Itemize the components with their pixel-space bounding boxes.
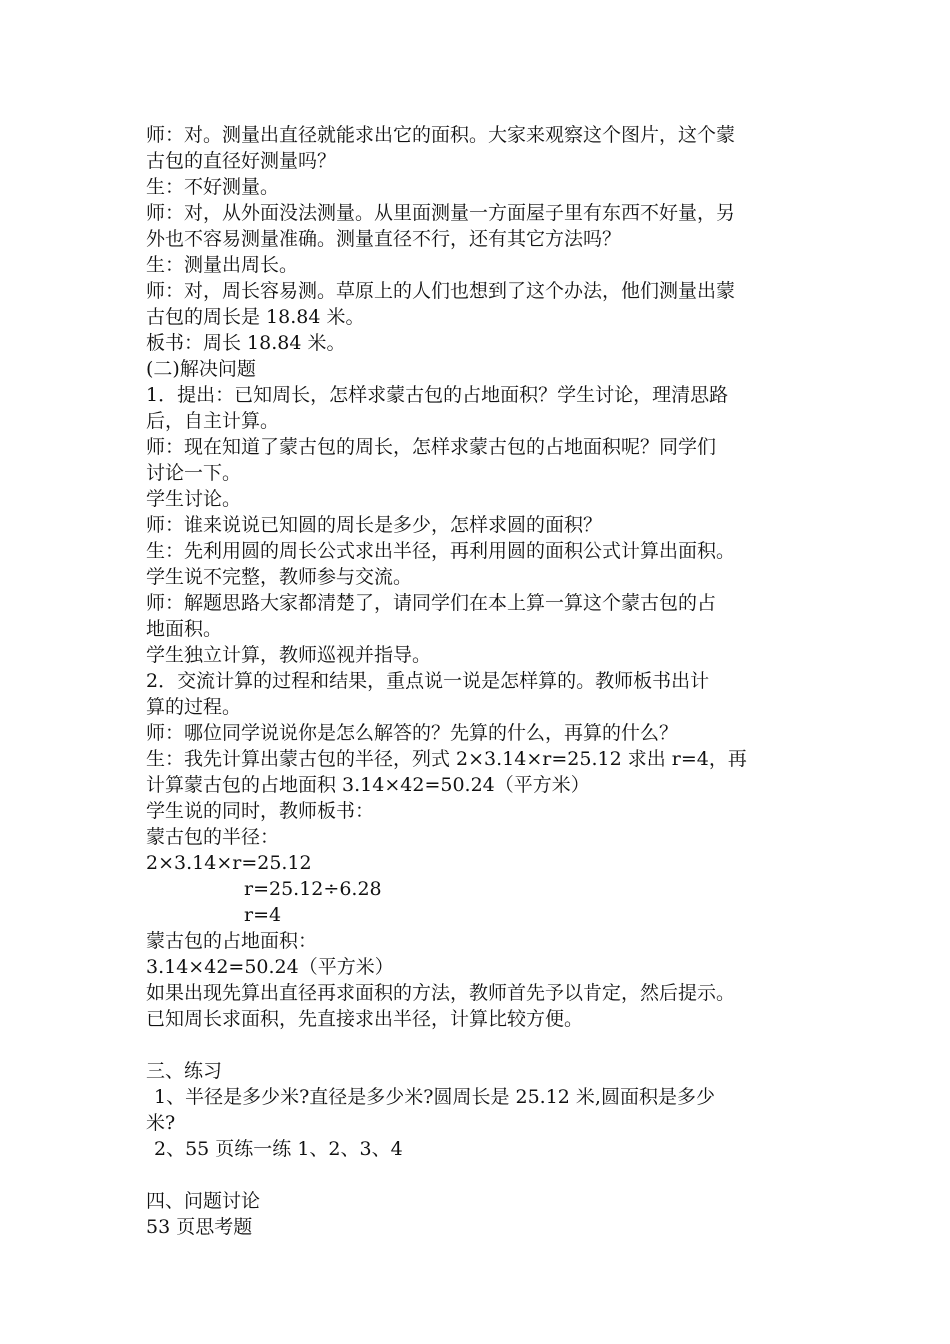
text-line: 板书：周长 18.84 米。: [146, 332, 346, 354]
text-line: 师：现在知道了蒙古包的周长，怎样求蒙古包的占地面积呢？同学们: [146, 436, 717, 458]
text-line: 2、55 页练一练 1、2、3、4: [154, 1138, 403, 1160]
text-line: 师：哪位同学说说你是怎么解答的？先算的什么，再算的什么？: [146, 722, 679, 744]
document-page: [146, 122, 826, 1240]
text-line: 计算蒙古包的占地面积 3.14×42=50.24（平方米）: [146, 774, 590, 796]
text-line: 师：对，周长容易测。草原上的人们也想到了这个办法，他们测量出蒙: [146, 280, 736, 302]
equation-line: r=4: [244, 904, 282, 926]
text-line: 1、半径是多少米?直径是多少米?圆周长是 25.12 米,圆面积是多少: [154, 1086, 715, 1108]
text-line: 外也不容易测量准确。测量直径不行，还有其它方法吗？: [146, 228, 622, 250]
blank-line: [146, 1162, 826, 1188]
text-line: 学生独立计算，教师巡视并指导。: [146, 644, 432, 666]
text-line: 师：谁来说说已知圆的周长是多少，怎样求圆的面积？: [146, 514, 603, 536]
blank-line: [146, 1032, 826, 1058]
text-line: 米?: [146, 1112, 176, 1134]
text-line: 师：对，从外面没法测量。从里面测量一方面屋子里有东西不好量，另: [146, 202, 736, 224]
text-line: 学生说不完整，教师参与交流。: [146, 566, 413, 588]
text-line: 地面积。: [146, 618, 223, 640]
text-line: 生：测量出周长。: [146, 254, 299, 276]
text-line: 蒙古包的占地面积：: [146, 930, 318, 952]
text-line: 如果出现先算出直径再求面积的方法，教师首先予以肯定，然后提示。: [146, 982, 736, 1004]
text-line: 算的过程。: [146, 696, 242, 718]
section-heading: 三、练习: [146, 1060, 223, 1082]
text-line: 学生说的同时，教师板书：: [146, 800, 375, 822]
equation-line: r=25.12÷6.28: [244, 878, 382, 900]
text-line: 53 页思考题: [146, 1216, 253, 1238]
text-line: 后，自主计算。: [146, 410, 280, 432]
text-line: 古包的直径好测量吗？: [146, 150, 337, 172]
text-line: 1．提出：已知周长，怎样求蒙古包的占地面积？学生讨论，理清思路: [146, 384, 729, 406]
text-line: 已知周长求面积，先直接求出半径，计算比较方便。: [146, 1008, 584, 1030]
text-line: 生：先利用圆的周长公式求出半径，再利用圆的面积公式计算出面积。: [146, 540, 736, 562]
equation-line: 3.14×42=50.24（平方米）: [146, 956, 394, 978]
section-heading: 四、问题讨论: [146, 1190, 261, 1212]
equation-line: 2×3.14×r=25.12: [146, 852, 312, 874]
text-line: 蒙古包的半径：: [146, 826, 280, 848]
text-line: 古包的周长是 18.84 米。: [146, 306, 365, 328]
text-line: 生：不好测量。: [146, 176, 280, 198]
text-line: 师：对。测量出直径就能求出它的面积。大家来观察这个图片，这个蒙: [146, 124, 736, 146]
text-line: 讨论一下。: [146, 462, 242, 484]
text-line: 生：我先计算出蒙古包的半径，列式 2×3.14×r=25.12 求出 r=4，再: [146, 748, 747, 770]
section-heading: (二)解决问题: [146, 358, 256, 380]
text-line: 2．交流计算的过程和结果，重点说一说是怎样算的。教师板书出计: [146, 670, 710, 692]
text-line: 学生讨论。: [146, 488, 242, 510]
text-line: 师：解题思路大家都清楚了，请同学们在本上算一算这个蒙古包的占: [146, 592, 717, 614]
